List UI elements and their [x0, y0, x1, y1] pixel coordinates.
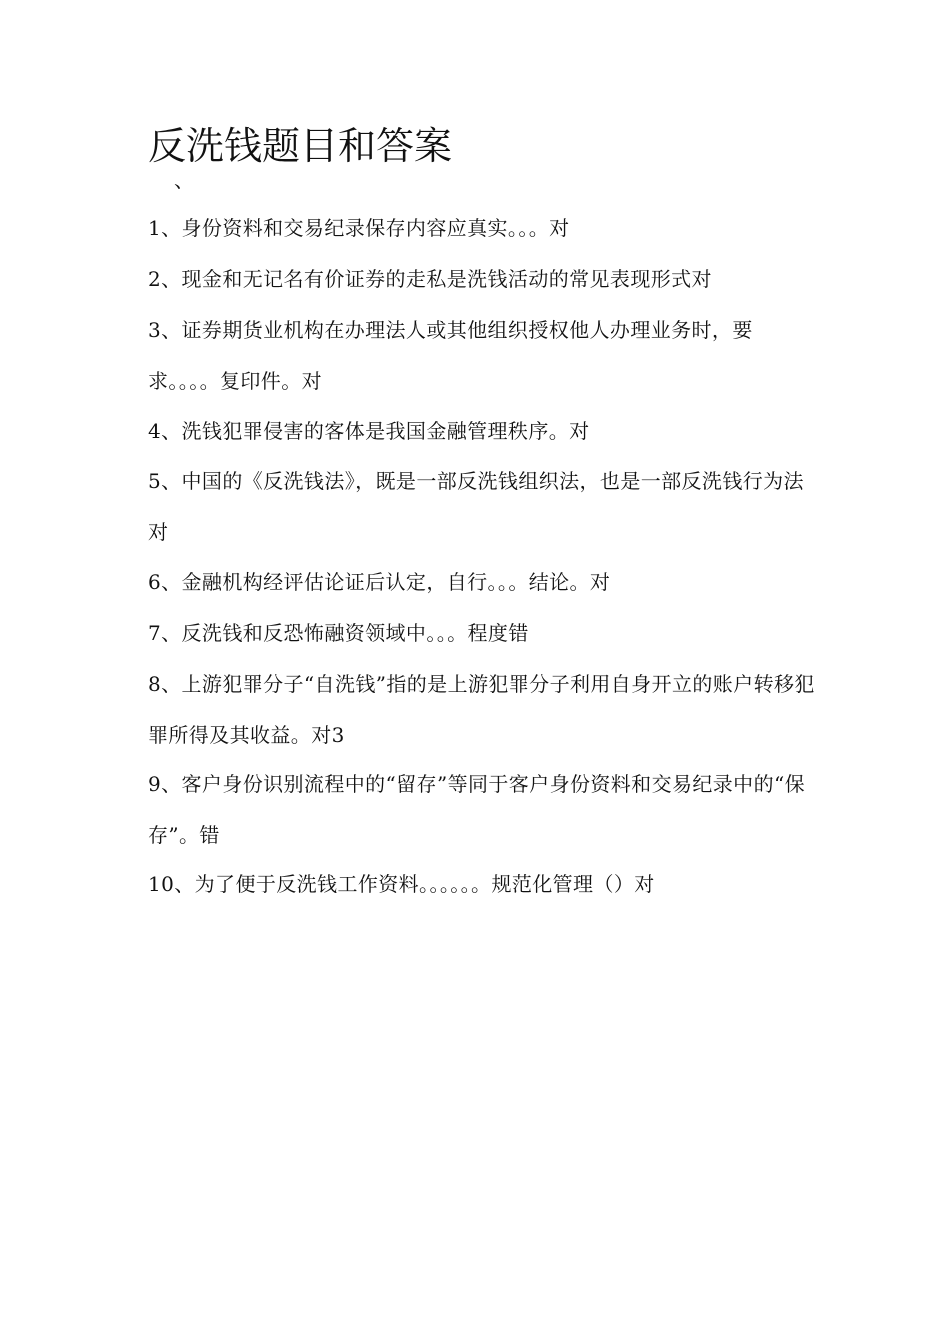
question-7: 7、反洗钱和反恐怖融资领域中。。。程度错: [148, 621, 529, 645]
question-4: 4、洗钱犯罪侵害的客体是我国金融管理秩序。对: [148, 419, 590, 443]
question-1: 1、身份资料和交易纪录保存内容应真实。。。对: [148, 216, 570, 240]
question-8: 8、上游犯罪分子“自洗钱”指的是上游犯罪分子利用自身开立的账户转移犯罪所得及其收益。对3: [148, 672, 815, 747]
page-title: 反洗钱题目和答案: [148, 124, 453, 169]
question-6: 6、金融机构经评估论证后认定，自行。。。结论。对: [148, 570, 611, 594]
question-10: 10、为了便于反洗钱工作资料。。。。。。规范化管理（）对: [148, 872, 655, 896]
enumeration-mark: 、: [174, 168, 194, 192]
question-9: 9、客户身份识别流程中的“留存”等同于客户身份资料和交易纪录中的“保存”。错: [148, 772, 805, 847]
question-3: 3、证券期货业机构在办理法人或其他组织授权他人办理业务时，要求。。。。复印件。对: [148, 318, 753, 393]
question-5: 5、中国的《反洗钱法》，既是一部反洗钱组织法，也是一部反洗钱行为法对: [148, 469, 804, 544]
question-2: 2、现金和无记名有价证券的走私是洗钱活动的常见表现形式对: [148, 267, 712, 291]
